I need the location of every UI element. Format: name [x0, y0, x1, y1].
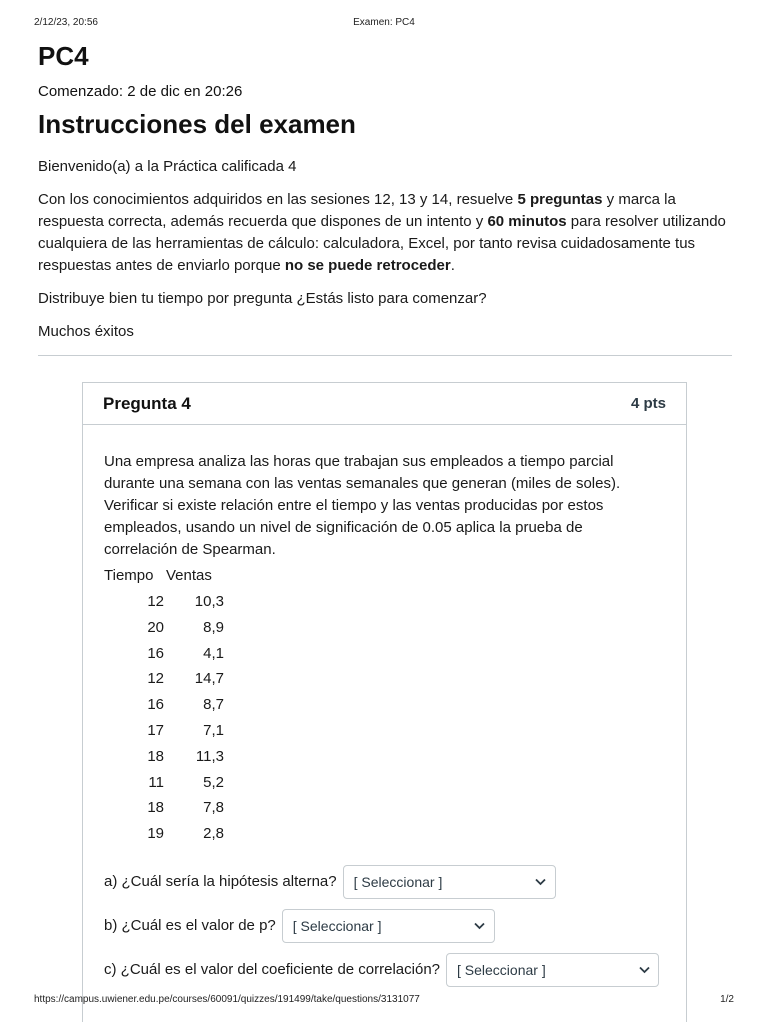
- table-row: [104, 797, 666, 823]
- chevron-down-icon: [638, 954, 650, 986]
- table-cell: 20: [147, 618, 164, 636]
- instructions-body: [38, 189, 732, 277]
- select-value: [ Seleccionar ]: [292, 917, 382, 934]
- welcome-text: Bienvenido(a) a la Práctica calificada 4: [38, 158, 297, 175]
- time-limit: 60 minutos: [487, 213, 567, 230]
- print-header: [34, 17, 734, 31]
- body-text-a: Con los conocimientos adquiridos en las sesiones 12, 13 y 14, resuelve: [38, 191, 518, 208]
- print-datetime: 2/12/23, 20:56: [34, 17, 98, 28]
- question-count: 5 preguntas: [517, 191, 603, 208]
- table-cell: 18: [147, 799, 164, 817]
- print-url: https://campus.uwiener.edu.pe/courses/60091/quizzes/191499/take/questions/3131077: [34, 994, 420, 1005]
- divider: [38, 355, 732, 356]
- table-cell: 2,8: [203, 825, 224, 843]
- table-cell: 16: [147, 696, 164, 714]
- table-cell: 12: [147, 670, 164, 688]
- col-header-tiempo: Tiempo: [104, 567, 154, 584]
- question-points: 4 pts: [630, 395, 666, 412]
- print-page-number: 1/2: [720, 994, 734, 1005]
- table-cell: 16: [147, 644, 164, 662]
- quiz-content: [38, 38, 732, 356]
- question-name: Pregunta 4: [103, 394, 191, 413]
- table-row: [104, 823, 666, 849]
- table-row: [104, 591, 666, 617]
- answer-label-c: c) ¿Cuál es el valor del coeficiente de correlación?: [104, 960, 440, 978]
- question-body: [83, 425, 686, 987]
- table-cell: 11,3: [195, 747, 224, 765]
- answer-row-b: [104, 909, 666, 943]
- quiz-title: PC4: [38, 41, 89, 71]
- table-header: [104, 565, 666, 591]
- print-page-title: Examen: PC4: [353, 17, 415, 28]
- table-cell: 7,1: [203, 721, 224, 739]
- question-header: [83, 383, 686, 425]
- instructions-title: Instrucciones del examen: [38, 109, 356, 139]
- print-footer: [34, 994, 734, 1008]
- table-row: [104, 668, 666, 694]
- answer-select-b[interactable]: [282, 909, 495, 943]
- col-header-ventas: Ventas: [166, 567, 212, 584]
- table-row: [104, 617, 666, 643]
- answer-label-a: a) ¿Cuál sería la hipótesis alterna?: [104, 872, 337, 890]
- table-row: [104, 694, 666, 720]
- table-row: [104, 643, 666, 669]
- body-text-c: y marca la respuesta correcta, además recuerda que dispones de un intento y: [38, 191, 676, 230]
- select-value: [ Seleccionar ]: [457, 961, 546, 978]
- table-row: [104, 720, 666, 746]
- closing-text: Muchos éxitos: [38, 323, 134, 340]
- question-text: Una empresa analiza las horas que trabajan sus empleados a tiempo parcial durante una semana con las ventas semanales que generan (miles de soles). Verificar si existe relación entre el tiempo y las ventas producidas por estos empleados, usando un nivel de significación de 0.05 aplica la prueba de correlación de Spearman.: [104, 453, 621, 558]
- answer-select-a[interactable]: [343, 865, 556, 899]
- chevron-down-icon: [474, 910, 486, 942]
- table-cell: 10,3: [194, 593, 224, 610]
- table-cell: 5,2: [203, 773, 224, 791]
- chevron-down-icon: [535, 866, 547, 898]
- table-cell: 7,8: [203, 799, 224, 817]
- instructions: [38, 156, 732, 343]
- table-cell: 18: [147, 747, 164, 765]
- body-text-e: para resolver utilizando cualquiera de las herramientas de cálculo: calculadora, Excel, por tanto revisa cuidadosamente tus respuestas antes de enviarlo porque: [38, 213, 726, 274]
- time-advice: Distribuye bien tu tiempo por pregunta ¿Estás listo para comenzar?: [38, 290, 487, 307]
- started-timestamp: Comenzado: 2 de dic en 20:26: [38, 83, 243, 100]
- answer-label-b: b) ¿Cuál es el valor de p?: [104, 916, 276, 934]
- table-cell: 14,7: [194, 670, 224, 688]
- table-cell: 8,7: [203, 696, 224, 714]
- answer-row-a: [104, 865, 666, 899]
- table-cell: 12: [147, 593, 164, 610]
- no-back-warning: no se puede retroceder: [284, 257, 451, 274]
- question-card: [82, 382, 687, 1022]
- body-text-g: .: [450, 257, 455, 274]
- answer-row-c: [104, 953, 666, 987]
- answer-select-c[interactable]: [446, 953, 659, 987]
- answer-list: [104, 865, 666, 987]
- table-cell: 17: [147, 721, 164, 739]
- table-row: [104, 746, 666, 772]
- table-cell: 4,1: [203, 644, 224, 662]
- table-cell: 19: [147, 825, 164, 843]
- select-value: [ Seleccionar ]: [353, 873, 443, 890]
- table-row: [104, 772, 666, 798]
- table-cell: 8,9: [203, 618, 224, 636]
- table-cell: 11: [148, 773, 164, 791]
